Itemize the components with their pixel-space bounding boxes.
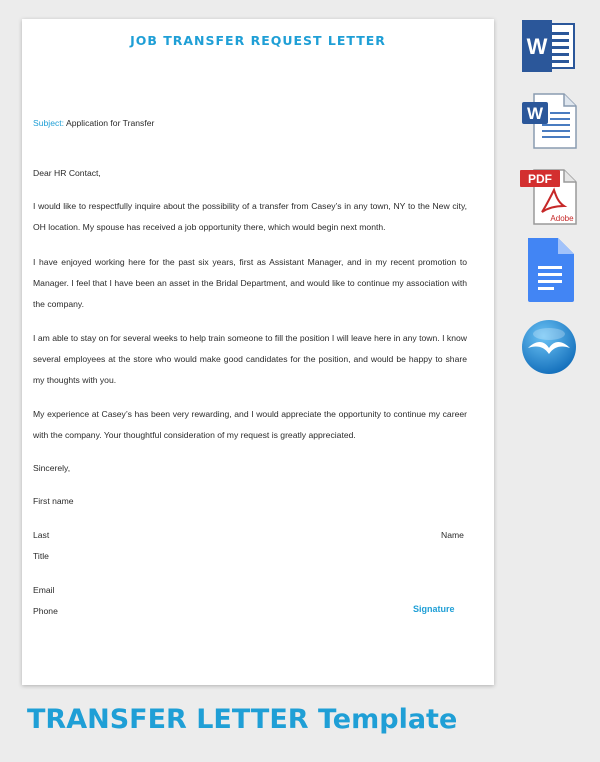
word-doc-icon[interactable] <box>520 92 578 150</box>
closing: Sincerely, <box>33 463 71 473</box>
paragraph-1: I would like to respectfully inquire about the possibility of a transfer from Casey’s in any town, NY to the New city, OH location. My spouse has received a job opportunity there, which would begin next month. <box>33 201 467 232</box>
greeting: Dear HR Contact, <box>33 168 101 178</box>
pdf-icon[interactable] <box>520 168 578 226</box>
paragraph-2: I have enjoyed working here for the past six years, first as Assistant Manager, and in my recent promotion to Manager. I feel that I have been an asset in the Bridal Department, and would like to continue my association with the company. <box>33 257 467 309</box>
paragraph-3: I am able to stay on for several weeks to help train someone to fill the position I will leave here in any town. I know several employees at the store who would make good candidates for the position, and would be happy to share my thoughts with you. <box>33 333 467 385</box>
signature-label: Signature <box>413 604 455 614</box>
first-name-field: First name <box>33 496 74 506</box>
paragraph-4: My experience at Casey’s has been very rewarding, and I would appreciate the opportunity to continue my career with the company. Your thoughtful consideration of my request is greatly appreciated. <box>33 409 467 440</box>
pdf-icon-label: PDF <box>528 172 552 186</box>
letter-page <box>22 19 494 685</box>
subject-line <box>33 118 154 128</box>
subject-value: Application for Transfer <box>64 118 155 128</box>
google-docs-icon[interactable] <box>522 236 576 304</box>
phone-field: Phone <box>33 606 58 616</box>
footer-title: TRANSFER LETTER Template <box>27 704 458 735</box>
subject-label: Subject: <box>33 118 65 128</box>
word-icon-label: W <box>526 34 548 59</box>
email-field: Email <box>33 585 55 595</box>
word-icon[interactable] <box>520 20 578 72</box>
word-doc-icon-label: W <box>526 104 544 123</box>
document-title: JOB TRANSFER REQUEST LETTER <box>130 33 386 48</box>
last-field: Last <box>33 530 50 540</box>
adobe-label: Adobe <box>550 214 574 223</box>
openoffice-icon[interactable] <box>520 318 578 376</box>
name-field: Name <box>441 530 464 540</box>
title-field: Title <box>33 551 49 561</box>
